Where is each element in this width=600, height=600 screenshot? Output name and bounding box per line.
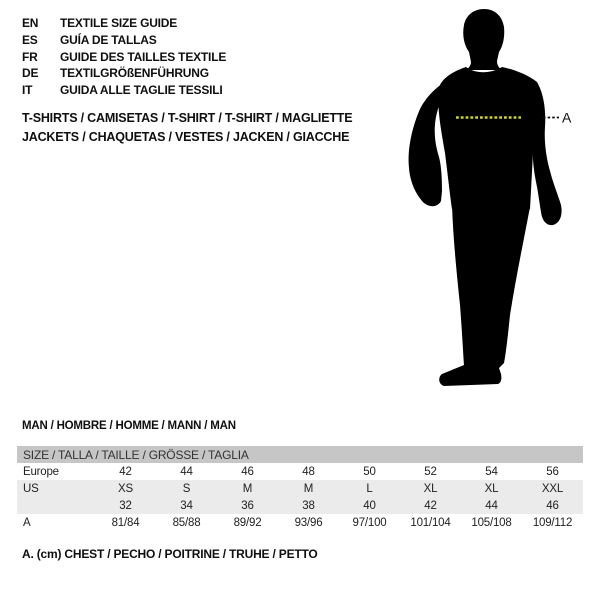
size-cell: 97/100 — [352, 516, 387, 529]
size-cell: XL — [400, 480, 461, 497]
table-row-chest-a — [17, 514, 583, 531]
silhouette-legs — [439, 205, 530, 386]
chest-measure-label: A — [562, 109, 572, 126]
language-label: GUIDA ALLE TAGLIE TESSILI — [60, 83, 223, 98]
size-cell: 52 — [424, 465, 437, 478]
size-cell: 56 — [546, 465, 559, 478]
measurement-footnote: A. (cm) CHEST / PECHO / POITRINE / TRUHE / PETTO — [22, 547, 318, 561]
size-cell: 32 — [95, 497, 156, 514]
row-label — [17, 497, 95, 514]
category-line-jackets: JACKETS / CHAQUETAS / VESTES / JACKEN / GIACCHE — [22, 129, 350, 144]
size-cell: S — [156, 480, 217, 497]
size-cell: 44 — [180, 465, 193, 478]
size-table-header: SIZE / TALLA / TAILLE / GRÖSSE / TAGLIA — [17, 446, 583, 463]
size-cell: 54 — [485, 465, 498, 478]
language-code: IT — [22, 83, 33, 98]
row-label: US — [17, 480, 95, 497]
size-cell: 89/92 — [233, 516, 262, 529]
garment-categories — [22, 109, 352, 146]
size-cell: 42 — [119, 465, 132, 478]
silhouette-head — [463, 9, 504, 70]
size-cell: M — [217, 480, 278, 497]
size-cell: 50 — [363, 465, 376, 478]
category-line-tshirts: T-SHIRTS / CAMISETAS / T-SHIRT / T-SHIRT / MAGLIETTE — [22, 111, 353, 125]
section-title-man: MAN / HOMBRE / HOMME / MANN / MAN — [22, 420, 236, 432]
size-cell: 40 — [339, 497, 400, 514]
language-row-fr — [22, 48, 226, 65]
language-guide — [22, 15, 226, 98]
language-row-de — [22, 65, 226, 82]
man-figure — [400, 5, 575, 395]
size-cell: 36 — [217, 497, 278, 514]
size-cell: 101/104 — [410, 516, 451, 529]
row-label: Europe — [23, 465, 59, 478]
size-cell: 34 — [156, 497, 217, 514]
language-row-es — [22, 32, 226, 49]
man-silhouette-icon — [409, 9, 562, 386]
size-cell: 46 — [522, 497, 583, 514]
size-cell: XL — [461, 480, 522, 497]
man-silhouette-svg — [400, 5, 575, 395]
language-label: TEXTILGRÖßENFÜHRUNG — [60, 66, 209, 81]
language-code: FR — [22, 49, 38, 64]
language-code: DE — [22, 66, 39, 81]
language-row-en — [22, 15, 226, 32]
language-row-it — [22, 82, 226, 99]
language-label: GUÍA DE TALLAS — [60, 33, 157, 48]
size-cell: XS — [95, 480, 156, 497]
language-code: EN — [22, 16, 39, 31]
silhouette-torso — [438, 67, 539, 216]
size-cell: M — [278, 480, 339, 497]
size-table — [17, 446, 583, 531]
table-row-numeric — [17, 497, 583, 514]
size-cell: 81/84 — [111, 516, 140, 529]
size-cell: 109/112 — [532, 516, 573, 529]
size-table-header-row — [17, 446, 583, 463]
size-cell: XXL — [522, 480, 583, 497]
size-cell: 46 — [241, 465, 254, 478]
row-label: A — [23, 516, 31, 529]
language-code: ES — [22, 33, 38, 48]
language-label: TEXTILE SIZE GUIDE — [60, 16, 178, 31]
size-cell: L — [339, 480, 400, 497]
size-cell: 38 — [278, 497, 339, 514]
size-cell: 93/96 — [294, 516, 323, 529]
size-cell: 48 — [302, 465, 315, 478]
table-row-us — [17, 480, 583, 497]
size-cell: 44 — [461, 497, 522, 514]
table-row-europe — [17, 463, 583, 480]
size-cell: 42 — [400, 497, 461, 514]
size-cell: 85/88 — [172, 516, 201, 529]
language-label: GUIDE DES TAILLES TEXTILE — [60, 49, 227, 64]
size-cell: 105/108 — [471, 516, 512, 529]
